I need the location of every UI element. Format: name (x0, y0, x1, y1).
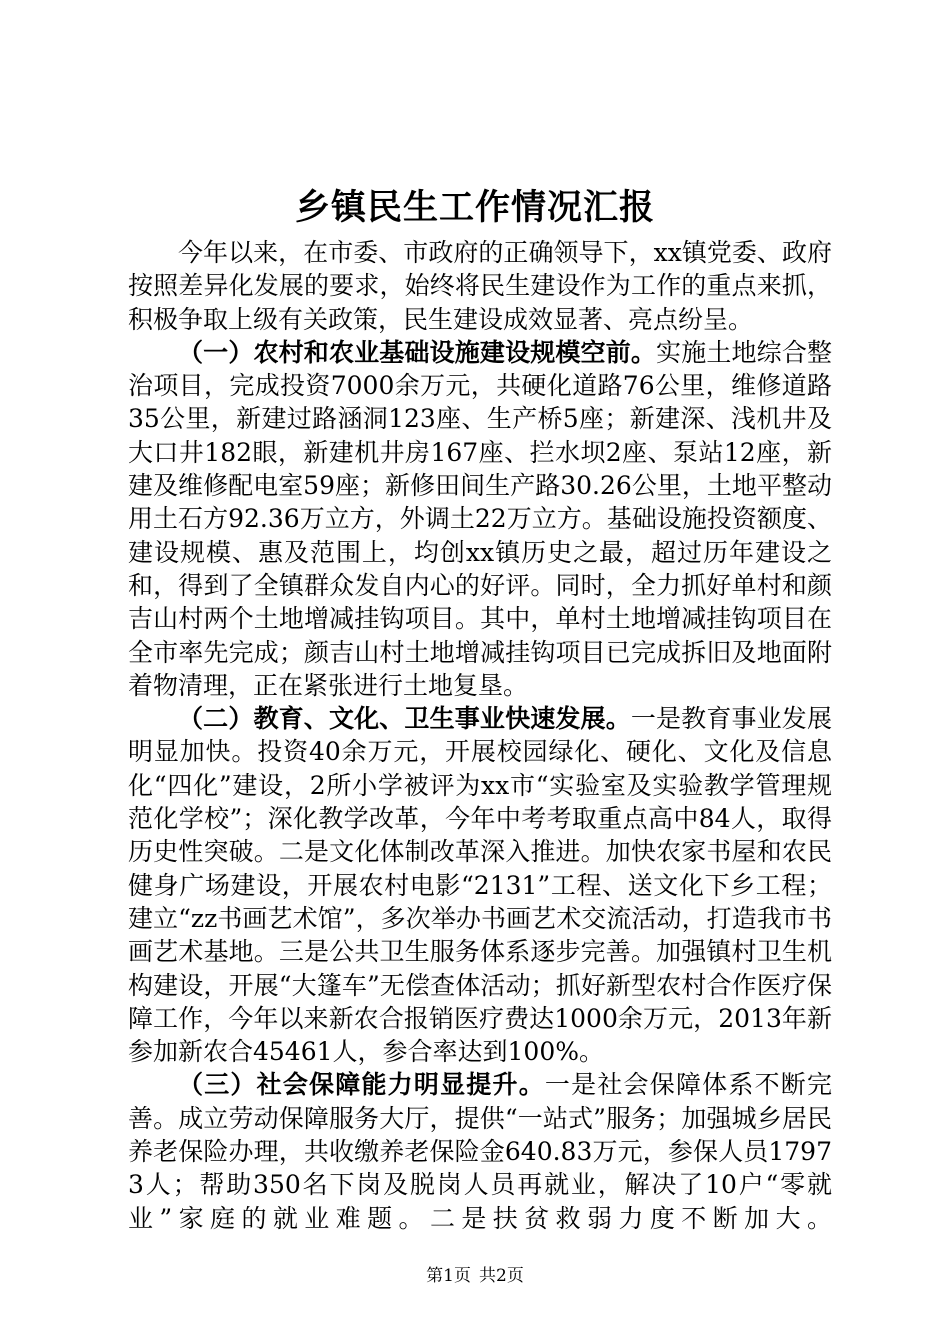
section-heading-1: （一）农村和农业基础设施建设规模空前。 (178, 337, 657, 367)
section-paragraph-2 (128, 702, 832, 1068)
page-number-current: 第1页 (426, 1266, 471, 1286)
section-heading-3: （三）社会保障能力明显提升。 (178, 1070, 545, 1100)
intro-paragraph: 今年以来，在市委、市政府的正确领导下，xx镇党委、政府按照差异化发展的要求，始终将民生建设作为工作的重点来抓，积极争取上级有关政策，民生建设成效显著、亮点纷呈。 (128, 238, 832, 334)
page-number-total: 共2页 (479, 1266, 524, 1286)
section-heading-2: （二）教育、文化、卫生事业快速发展。 (178, 704, 631, 734)
section-body-2: 一是教育事业发展明显加快。投资40余万元，开展校园绿化、硬化、文化及信息化“四化”建设，2所小学被评为xx市“实验室及实验教学管理规范化学校”；深化教学改革，今年中考考取重点高中84人，取得历史性突破。二是文化体制改革深入推进。加快农家书屋和农民健身广场建设，开展农村电影“2131”工程、送文化下乡工程；建立“zz书画艺术馆”，多次举办书画艺术交流活动，打造我市书画艺术基地。三是公共卫生服务体系逐步完善。加强镇村卫生机构建设，开展“大篷车”无偿查体活动；抓好新型农村合作医疗保障工作，今年以来新农合报销医疗费达1000余万元，2013年新参加新农合45461人，参合率达到100%。 (128, 704, 832, 1067)
section-paragraph-3 (128, 1068, 832, 1234)
page-footer (0, 1264, 950, 1288)
document-title: 乡镇民生工作情况汇报 (294, 188, 655, 228)
section-body-3: 一是社会保障体系不断完善。成立劳动保障服务大厅，提供“一站式”服务；加强城乡居民养老保险办理，共收缴养老保险金640.83万元，参保人员17973人；帮助350名下岗及脱岗人员再就业，解决了10户“零就业”家庭的就业难题。二是扶贫救弱力度不断加大。 (128, 1070, 832, 1233)
section-paragraph-1 (128, 336, 832, 702)
section-body-1: 实施土地综合整治项目，完成投资7000余万元，共硬化道路76公里，维修道路35公里，新建过路涵洞123座、生产桥5座；新建深、浅机井及大口井182眼，新建机井房167座、拦水坝2座、泵站12座，新建及维修配电室59座；新修田间生产路30.26公里，土地平整动用土石方92.36万立方，外调土22万立方。基础设施投资额度、建设规模、惠及范围上，均创xx镇历史之最，超过历年建设之和，得到了全镇群众发自内心的好评。同时，全力抓好单村和颜吉山村两个土地增减挂钩项目。其中，单村土地增减挂钩项目在全市率先完成；颜吉山村土地增减挂钩项目已完成拆旧及地面附着物清理，正在紧张进行土地复垦。 (128, 337, 832, 700)
document-body (128, 236, 832, 1235)
